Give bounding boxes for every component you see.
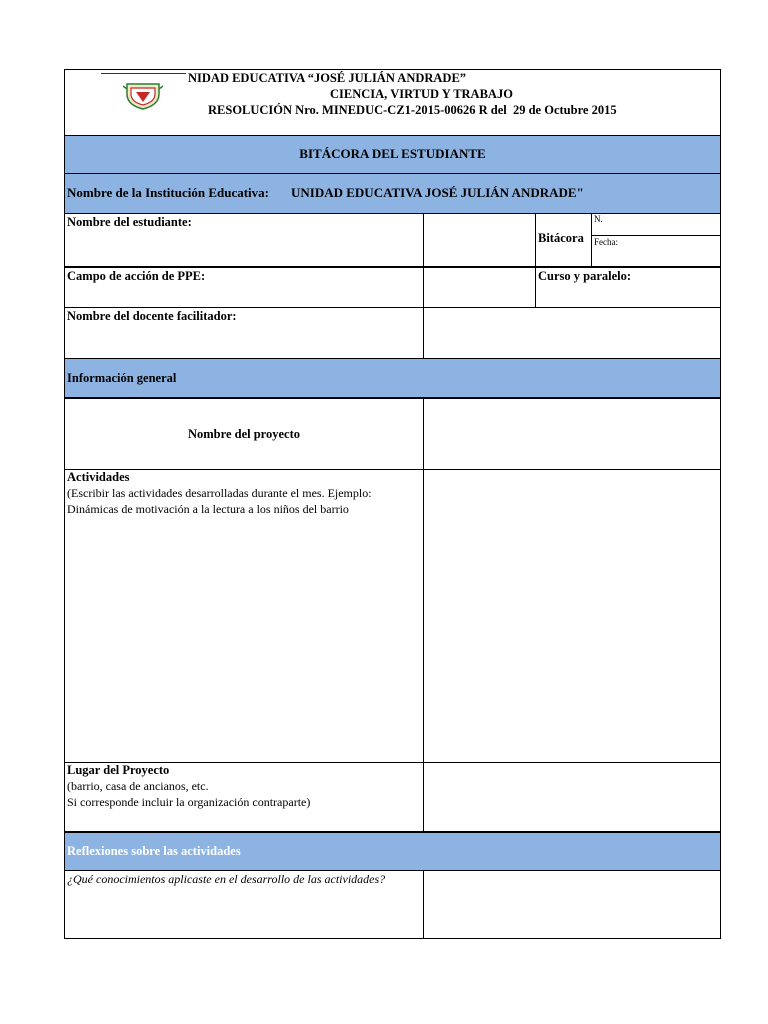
- log-date-label: Fecha:: [594, 237, 618, 247]
- log-title: BITÁCORA DEL ESTUDIANTE: [299, 146, 486, 161]
- project-label-cell: [65, 399, 423, 469]
- log-date-field[interactable]: [592, 236, 720, 266]
- teacher-row: [64, 308, 721, 359]
- student-row: [64, 214, 721, 268]
- student-name-field[interactable]: [423, 214, 535, 266]
- school-motto: CIENCIA, VIRTUD Y TRABAJO: [330, 87, 513, 101]
- reflection-question: ¿Qué conocimientos aplicaste en el desarrollo de las actividades?: [67, 872, 386, 886]
- field-label: Campo de acción de PPE:: [67, 269, 206, 283]
- school-name: NIDAD EDUCATIVA “JOSÉ JULIÁN ANDRADE”: [188, 71, 467, 85]
- activities-label-cell: [65, 470, 423, 762]
- teacher-label: Nombre del docente facilitador:: [67, 309, 237, 323]
- reflection-answer[interactable]: [423, 871, 720, 938]
- institution-value: UNIDAD EDUCATIVA JOSÉ JULIÁN ANDRADE": [291, 185, 584, 200]
- place-label-cell: [65, 763, 423, 831]
- reflection-question-row: [64, 871, 721, 939]
- course-cell[interactable]: [535, 268, 720, 307]
- school-crest-icon: [123, 80, 163, 110]
- form-header: [64, 69, 721, 136]
- institution-row: [64, 174, 721, 214]
- field-value[interactable]: [423, 268, 535, 307]
- general-info-title: Información general: [67, 371, 177, 385]
- log-number-label: N.: [594, 214, 603, 224]
- activities-hint-1: (Escribir las actividades desarrolladas durante el mes. Ejemplo:: [67, 486, 372, 500]
- institution-label: Nombre de la Institución Educativa:: [67, 185, 269, 200]
- place-row: [64, 763, 721, 833]
- teacher-value[interactable]: [423, 308, 720, 358]
- place-title: Lugar del Proyecto: [67, 763, 170, 777]
- header-rule: [101, 73, 186, 74]
- bitacora-label: Bitácora: [538, 231, 584, 245]
- resolution-text: RESOLUCIÓN Nro. MINEDUC-CZ1-2015-00626 R del 29 de Octubre 2015: [208, 103, 617, 117]
- activities-value[interactable]: [423, 470, 720, 762]
- course-label: Curso y paralelo:: [538, 269, 632, 283]
- place-hint-1: (barrio, casa de ancianos, etc.: [67, 779, 209, 793]
- activities-title: Actividades: [67, 470, 130, 484]
- activities-row: [64, 470, 721, 763]
- reflections-title: Reflexiones sobre las actividades: [67, 844, 241, 858]
- student-label: Nombre del estudiante:: [67, 215, 192, 229]
- project-row: [64, 399, 721, 470]
- log-banner: [64, 136, 721, 174]
- general-info-section: [64, 359, 721, 399]
- bitacora-meta: [591, 214, 720, 266]
- project-value[interactable]: [423, 399, 720, 469]
- place-value[interactable]: [423, 763, 720, 831]
- field-row: [64, 268, 721, 308]
- place-hint-2: Si corresponde incluir la organización contraparte): [67, 795, 311, 809]
- project-label: Nombre del proyecto: [187, 427, 301, 441]
- activities-hint-2: Dinámicas de motivación a la lectura a los niños del barrio: [67, 502, 349, 516]
- reflections-section: [64, 833, 721, 871]
- reflection-question-cell: [65, 871, 423, 938]
- bitacora-cell: [535, 214, 591, 266]
- log-number-field[interactable]: [592, 214, 720, 236]
- student-log-form: [64, 69, 721, 939]
